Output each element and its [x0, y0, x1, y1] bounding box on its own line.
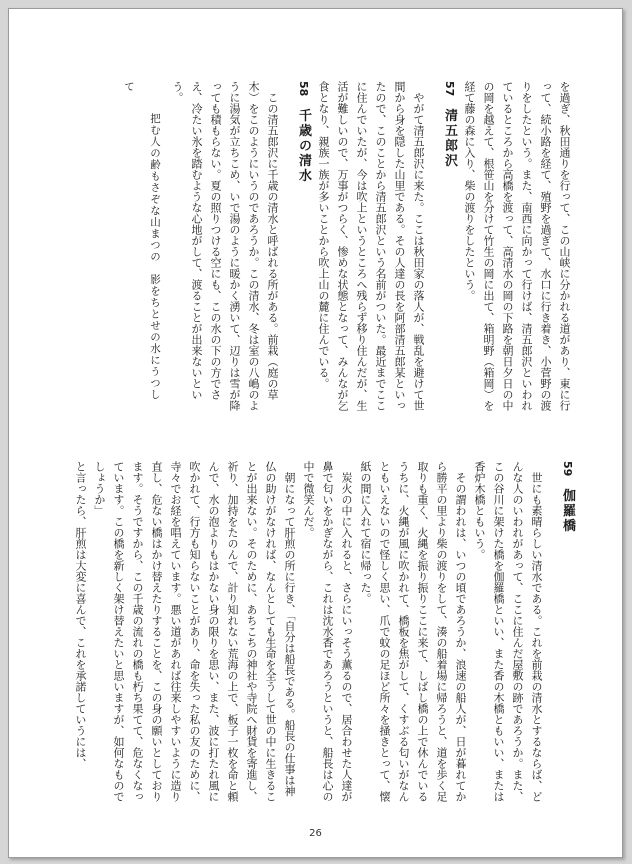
paragraph: と言ったら、肝煎は大変に喜んで、これを承諾していうには、: [74, 461, 87, 769]
section-heading-59: [556, 461, 578, 806]
section-title: 千歳の清水: [296, 108, 311, 184]
section-title: 伽羅橋: [560, 488, 575, 534]
paragraph: 朝になって肝煎の所に行き、「自分は船長である。船長の仕事は神仏の助けがなければ、なんとしても生命を全うして世の中に生きることが出来ない。そのために、あちこちの神社や寺院へ財貨を寄進し、祈り、加持をたのんで、計り知れない荒海の上で、板子一枚を命と頼んで、水の泡よりもはかない身の限りを思い、また、波に打たれ風に吹かれて、行方も知らないことがあり、命を失った私の友のために、寺々でお経を唱えています。悪い道があれば往来しやすいように造り直し、危ない橋はかけ替えたりすることを、この身の願いとしております。そうですから、この千歳の流れの橋も朽ち果てて、危なくなっています。この橋を新しく架け替えたいと思いますが、如何なものでしょうか」: [93, 461, 296, 802]
paragraph: 炭火の中に入れると、さらにいっそう薫るので、居合わせた人達が鼻で匂いをかぎながら、これは沈水香であろうというと、船長は心の中で微笑んだ。: [302, 461, 353, 802]
paragraph: を過ぎ、秋田通りを行って、この山峡に分かれる道があり、東に行って、続小路を経て、殖野を過ぎて、水口に行き着き、小菅野の渡りをしたという。また、南西に向かって行けば、清五郎沢といわれているところから高橋を渡って、高清水の岡の下路を朝日夕日の中の岡を越えて、根笹山を分けて竹生の岡に出て、箱明野（箱岡）を経て藤の森に入り、柴の渡りをしたという。: [463, 81, 571, 411]
section-heading-58: [292, 81, 314, 411]
paragraph: この清五郎沢に千歳の清水と呼ばれる所がある。前栽（庭の草木）をこのようにいうのであろうか。この清水、冬は室の八嶋のように湯気が立ちこめ、いで湯のように暖かく湧いて、辺りは雪が降っても積もらない。夏の照りつける空にも、この水の下の方でさえ、冷たい氷を踏むような心地がして、渡ることが出来ないという。: [171, 81, 279, 411]
top-block: [54, 81, 574, 411]
section-title: 清五郎沢: [442, 108, 457, 169]
waka-poem: 把む人の齢もさぞな山まつの 影をちとせの水にうつして: [123, 81, 161, 400]
page-number: 26: [309, 828, 322, 839]
bottom-block: [53, 461, 578, 806]
section-number: 57: [443, 81, 456, 97]
paragraph: やがて清五郎沢に来た。ここは秋田家の落人が、戦乱を避けて世間から身を隠した山里である。その人達の長を阿部清五郎某といったので、このことから清五郎沢という名前がついた。最近までここに住んでいたが、今は吹上というところへ残らず移り住んだが、生活が難しいので、万事がつらく、惨めな状態となって、みんなが乞食となり、親族一族が多いことから吹上山の麓に住んでいる。: [317, 81, 425, 411]
section-number: 59: [561, 461, 574, 477]
section-heading-57: [438, 81, 460, 411]
paragraph: 世にも素晴らしい清水である。これを前栽の清水とするならば、どんな人のいわれがあって、ここに住んだ屋敷の跡であろうか。また、この谷川に架けた橋を伽羅橋といい、また香の木橋ともいい、または香炉木橋ともいう。: [473, 461, 543, 802]
document-page: [8, 8, 623, 858]
section-number: 58: [297, 81, 310, 97]
paragraph: その謂われは、いつの頃であろうか、浪速の船人が、日が暮れてから勝平の里より柴の渡りをして、湊の船着場に帰ろうと、道を歩く足取りも重く、火縄を振り振りここに来て、しばし橋の上で休んでいるうちに、火縄が風に吹かれて、橋板を焦がして、くすぶる匂いがなんともいえないので怪しく思い、爪で蚊の足ほど所々を掻きとって、懐紙の間に入れて宿に帰った。: [359, 461, 467, 802]
